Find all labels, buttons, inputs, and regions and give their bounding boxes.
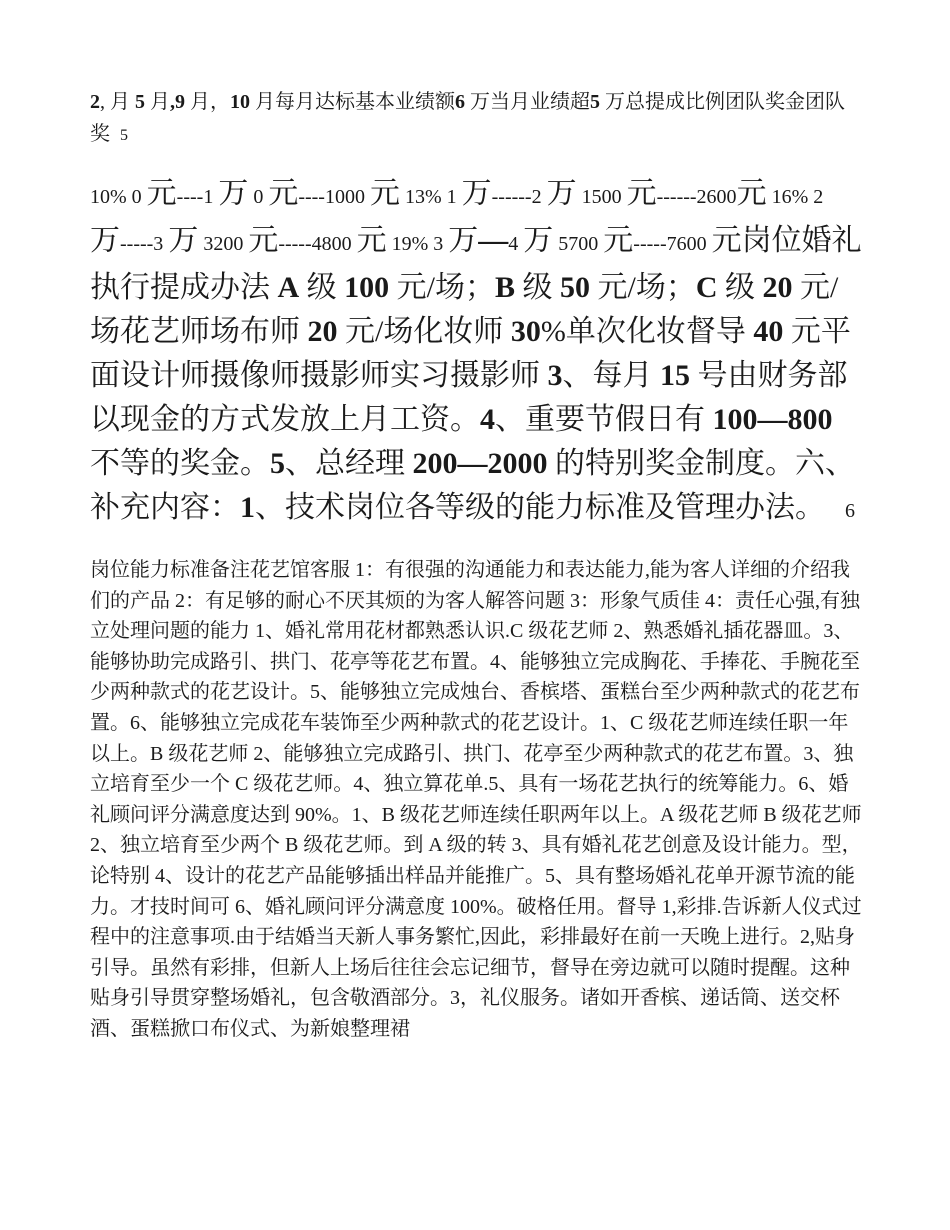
- paragraph-commission-scheme: [90, 172, 862, 533]
- text-run: -----4800: [278, 233, 357, 255]
- text-run: 万: [461, 177, 492, 210]
- text-run: 级: [299, 271, 345, 304]
- text-run: 5: [590, 91, 600, 113]
- text-run: 5: [270, 447, 285, 480]
- text-run: 元: [268, 177, 299, 210]
- text-run: 级: [717, 271, 763, 304]
- page-marker: 5: [120, 127, 128, 144]
- text-run: 万: [168, 224, 199, 257]
- paragraph-skill-standards: 岗位能力标准备注花艺馆客服 1：有很强的沟通能力和表达能力,能为客人详细的介绍我们的产品 2：有足够的耐心不厌其烦的为客人解答问题 3：形象气质佳 4：责任心强,有独立处理问题的能力 1、婚礼常用花材都熟悉认识.C 级花艺师 2、熟悉婚礼插花器皿。3、能够协助完成路引、拱门、花亭等花艺布置。4、能够独立完成胸花、手捧花、手腕花至少两种款式的花艺设计。5、能够独立完成烛台、香槟塔、蛋糕台至少两种款式的花艺布置。6、能够独立完成花车装饰至少两种款式的花艺设计。1、C 级花艺师连续任职一年以上。B 级花艺师 2、能够独立完成路引、拱门、花亭至少两种款式的花艺布置。3、独立培育至少一个 C 级花艺师。4、独立算花单.5、具有一场花艺执行的统筹能力。6、婚礼顾问评分满意度达到 90%。1、B 级花艺师连续任职两年以上。A 级花艺师 B 级花艺师 2、独立培育至少两个 B 级花艺师。到 A 级的转 3、具有婚礼花艺创意及设计能力。型，论特别 4、设计的花艺产品能够插出样品并能推广。5、具有整场婚礼花单开源节流的能力。才技时间可 6、婚礼顾问评分满意度 100%。破格任用。督导 1,彩排.告诉新人仪式过程中的注意事项.由于结婚当天新人事务繁忙,因此，彩排最好在前一天晚上进行。2,贴身引导。虽然有彩排，但新人上场后往往会忘记细节，督导在旁边就可以随时提醒。这种贴身引导贯穿整场婚礼，包含敬酒部分。3，礼仪服务。诸如开香槟、递话筒、送交杯酒、蛋糕掀口布仪式、为新娘整理裙: [90, 559, 862, 1040]
- text-run: 100—800: [712, 403, 833, 436]
- text-run: , 月: [100, 91, 135, 113]
- text-run: 1500: [576, 186, 627, 208]
- page-marker: 6: [845, 500, 855, 522]
- text-run: 3200: [198, 233, 249, 255]
- text-run: 万: [448, 224, 479, 257]
- text-run: 万: [90, 224, 120, 257]
- text-run: 1: [240, 491, 255, 524]
- text-run: ------2600: [656, 186, 737, 208]
- text-run: 20: [762, 271, 793, 304]
- text-run: ------2: [491, 186, 547, 208]
- text-run: 4: [480, 403, 495, 436]
- text-run: 月: [145, 91, 170, 113]
- text-run: 万: [218, 177, 249, 210]
- text-run: 0: [248, 186, 269, 208]
- text-run: 19% 3: [386, 233, 449, 255]
- text-run: 6: [455, 91, 465, 113]
- text-run: -----7600: [633, 233, 712, 255]
- text-run: 万总提成比例团队奖金团队奖: [90, 91, 845, 145]
- text-run: 200—2000: [412, 447, 548, 480]
- text-run: 万: [546, 177, 577, 210]
- text-run: 万当月业绩超: [465, 91, 590, 113]
- text-run: 月每月达标基本业绩额: [250, 91, 455, 113]
- text-run: 30: [510, 315, 541, 348]
- text-run: A: [277, 271, 300, 304]
- text-run: 级: [515, 271, 561, 304]
- text-run: 10% 0: [90, 186, 147, 208]
- text-run: 100: [344, 271, 390, 304]
- text-run: 15: [660, 359, 690, 392]
- text-run: 10: [230, 91, 250, 113]
- text-run: 50: [560, 271, 591, 304]
- text-run: 16% 2: [766, 186, 824, 208]
- text-run: 号由财务部以现金的方式发放上月工资。: [90, 359, 848, 436]
- text-run: 5: [135, 91, 145, 113]
- text-run: 月，: [185, 91, 230, 113]
- text-run: 元/场；: [590, 271, 696, 304]
- text-run: 元/场；: [389, 271, 496, 304]
- document-page: [90, 86, 862, 1045]
- text-run: 万: [523, 224, 554, 257]
- text-run: 元: [146, 177, 177, 210]
- text-run: 元/场化妆师: [337, 315, 511, 348]
- text-run: 13% 1: [399, 186, 462, 208]
- text-run: 2: [90, 91, 100, 113]
- paragraph-bonus-months: [90, 86, 862, 152]
- text-run: 、总经理: [285, 447, 413, 480]
- text-run: 、技术岗位各等级的能力标准及管理办法。: [255, 491, 825, 524]
- text-run: 20: [307, 315, 338, 348]
- text-run: ----1000: [298, 186, 370, 208]
- text-run: 元: [369, 177, 400, 210]
- text-run: —: [478, 224, 509, 257]
- text-run: ,9: [170, 91, 185, 113]
- text-run: 3: [547, 359, 563, 392]
- text-run: 元: [603, 224, 634, 257]
- text-run: 的特别奖金制度。六、补充内容：: [90, 447, 855, 524]
- text-run: ----1: [176, 186, 219, 208]
- text-run: 元平面设计师摄像师摄影师实习摄影师: [90, 315, 851, 392]
- text-run: 元岗位婚礼执行提成办法: [90, 224, 862, 304]
- text-run: 元: [248, 224, 279, 257]
- text-run: 、每月: [562, 359, 660, 392]
- text-run: -----3: [120, 233, 169, 255]
- text-run: 元/场花艺师场布师: [90, 271, 839, 348]
- text-run: 4: [508, 233, 524, 255]
- text-run: %单次化妆督导: [540, 315, 754, 348]
- text-run: 40: [753, 315, 784, 348]
- text-run: 元: [626, 177, 657, 210]
- text-run: 5700: [553, 233, 604, 255]
- text-run: C: [695, 271, 718, 304]
- text-run: 、重要节假日有: [495, 403, 713, 436]
- text-run: 元: [356, 224, 387, 257]
- text-run: B: [495, 271, 516, 304]
- text-run: 不等的奖金。: [90, 447, 270, 480]
- text-run: 元: [736, 177, 767, 210]
